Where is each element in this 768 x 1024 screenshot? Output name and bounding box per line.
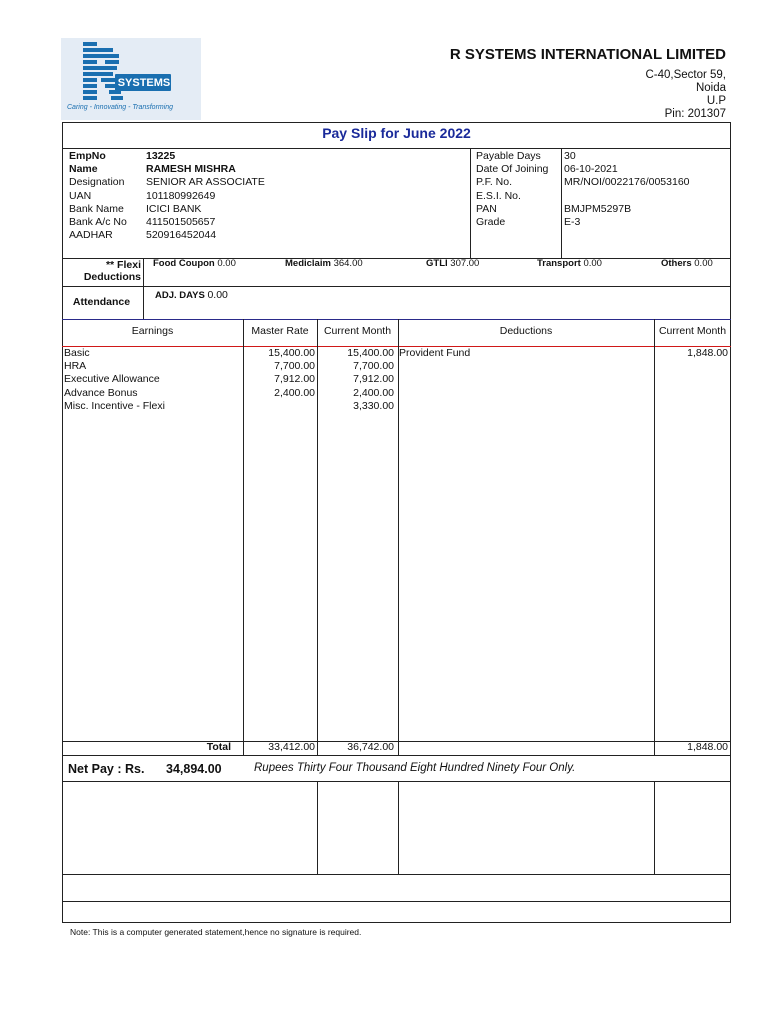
flexi-item-others [661,258,713,269]
logo-tagline: Caring - Innovating - Transforming [67,104,174,111]
current-month-cell: 7,700.00 [353,360,394,373]
value-payable-days: 30 [564,150,576,162]
value-bank-name: ICICI BANK [146,202,202,215]
value-grade: E-3 [564,215,581,228]
value-esi-no [564,190,728,203]
divider [470,148,471,258]
employee-labels-left [69,150,143,242]
current-month-column [318,347,394,413]
address-line: Noida [695,82,726,94]
label-grade: Grade [476,216,506,229]
current-month-cell: 2,400.00 [353,386,394,399]
flexi-item-transport [537,258,602,269]
label-empno: EmpNo [69,150,106,162]
total-deductions: 1,848.00 [687,741,728,753]
label-designation: Designation [69,176,125,189]
divider [398,319,399,755]
flexi-item-label: Food Coupon [153,258,215,269]
current-month-cell: 15,400.00 [347,347,394,359]
header-earnings: Earnings [131,325,174,337]
label-pf-no: P.F. No. [476,176,512,189]
employee-values-left [146,150,466,242]
logo-text: SYSTEMS [117,77,171,89]
flexi-item-value: 0.00 [583,258,602,269]
employee-labels-right [476,150,560,229]
label-date-of-joining: Date Of Joining [476,163,549,176]
total-label: Total [206,741,231,753]
address-line: C-40,Sector 59, [645,69,726,81]
current-month-cell: 7,912.00 [353,373,394,386]
label-payable-days: Payable Days [476,150,541,162]
flexi-item-label: Mediclaim [285,258,331,269]
master-rate-cell: 7,912.00 [274,373,315,386]
net-pay-label: Net Pay : Rs. [68,762,145,776]
value-pan: BMJPM5297B [564,202,632,215]
label-bank-account: Bank A/c No [69,216,127,229]
label-name: Name [69,163,98,176]
adj-days [155,289,228,301]
header-master-rate: Master Rate [251,325,309,337]
flexi-item-label: GTLI [426,258,448,269]
value-bank-account: 411501505657 [146,216,216,229]
total-current-month: 36,742.00 [347,741,394,753]
flexi-item-value: 0.00 [217,258,236,269]
divider [654,781,655,874]
flexi-item-mediclaim [285,258,363,269]
divider [143,258,144,319]
header-deduction-current-month: Current Month [658,325,727,337]
header-current-month: Current Month [323,325,392,337]
deduction-amount: 1,848.00 [687,347,728,359]
flexi-item-food-coupon [153,258,236,269]
divider [317,781,318,874]
earning-name: HRA [64,360,87,373]
payslip-title: Pay Slip for June 2022 [322,125,471,141]
flexi-deductions-label [62,259,141,283]
label-bank-name: Bank Name [69,202,124,215]
adj-days-label: ADJ. DAYS [155,290,205,301]
earning-name: Advance Bonus [64,386,138,399]
employee-values-right [564,150,728,229]
label-uan: UAN [69,189,92,202]
divider [561,148,562,258]
earnings-names [64,347,242,413]
master-rate-cell: 7,700.00 [274,360,315,373]
flexi-item-value: 0.00 [694,258,713,269]
net-pay-amount: 34,894.00 [166,762,222,776]
value-uan: 101180992649 [146,189,216,202]
flexi-item-value: 364.00 [333,258,363,269]
value-empno: 13225 [146,150,176,162]
value-pf-no: MR/NOI/0022176/0053160 [564,176,690,189]
value-name: RAMESH MISHRA [146,163,236,176]
company-name: R SYSTEMS INTERNATIONAL LIMITED [449,46,726,63]
label-esi-no: E.S.I. No. [476,189,521,202]
total-master-rate: 33,412.00 [268,741,315,753]
divider [62,874,731,875]
divider [62,901,731,902]
company-logo [61,38,201,120]
footer-note: Note: This is a computer generated statement,hence no signature is required. [70,927,362,937]
master-rate-cell: 15,400.00 [268,347,315,359]
master-rate-cell [244,400,315,413]
divider [62,148,731,149]
net-pay-words: Rupees Thirty Four Thousand Eight Hundred Ninety Four Only. [254,762,576,774]
attendance-label: Attendance [72,296,131,308]
master-rate-column [244,347,315,413]
flexi-item-label: Others [661,258,692,269]
flexi-label-line1: ** Flexi [105,259,141,271]
label-aadhar: AADHAR [69,229,113,242]
value-designation: SENIOR AR ASSOCIATE [146,176,265,189]
flexi-item-value: 307.00 [450,258,480,269]
address-line: U.P [706,95,726,107]
earning-name: Basic [64,347,90,359]
divider [62,781,731,782]
master-rate-cell: 2,400.00 [274,386,315,399]
value-aadhar: 520916452044 [146,229,217,242]
value-date-of-joining: 06-10-2021 [564,163,618,176]
current-month-cell: 3,330.00 [353,399,394,412]
flexi-item-gtli [426,258,479,269]
address-line: Pin: 201307 [664,108,726,120]
adj-days-value: 0.00 [207,289,228,301]
earning-name: Misc. Incentive - Flexi [64,399,165,412]
divider [62,755,731,756]
earning-name: Executive Allowance [64,373,160,386]
divider [62,286,731,287]
divider [398,781,399,874]
label-pan: PAN [476,202,497,215]
flexi-label-line2: Deductions [83,271,141,283]
divider [62,319,731,320]
deduction-name: Provident Fund [399,347,471,359]
header-deductions: Deductions [499,325,553,337]
flexi-item-label: Transport [537,258,581,269]
divider [654,319,655,755]
